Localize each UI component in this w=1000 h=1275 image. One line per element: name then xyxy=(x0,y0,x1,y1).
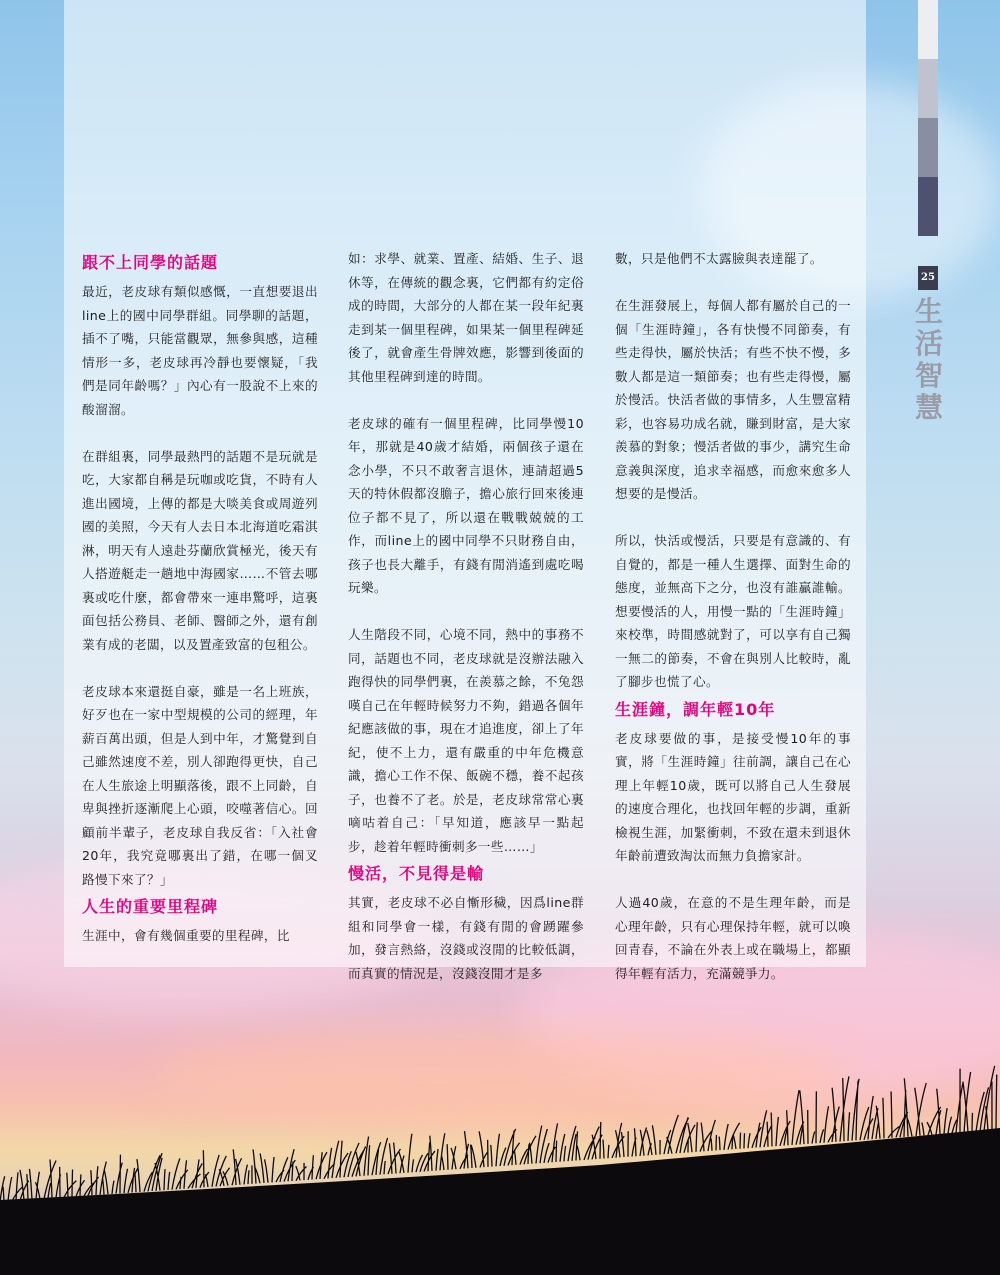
body-paragraph: 如：求學、就業、置產、結婚、生子、退休等，在傳統的觀念裏，它們都有約定俗成的時間，大部分的人都在某一段年紀裏走到某一個里程碑，如果某一個里程碑延後了，就會產生骨牌效應，影響到後面的其他里程碑到達的時間。 xyxy=(348,251,584,384)
body-paragraph: 其實，老皮球不必自慚形穢，因爲line群組和同學會一樣，有錢有閒的會踴躍參加，發言熱絡，沒錢或沒閒的比較低調，而真實的情況是，沒錢沒閒才是多 xyxy=(348,895,584,981)
paragraph-spacer xyxy=(615,506,851,530)
body-paragraph: 生涯中，會有幾個重要的里程碑，比 xyxy=(82,928,290,943)
body-paragraph: 老皮球的確有一個里程碑，比同學慢10年，那就是40歲才結婚，兩個孩子還在念小學，不只不敢奢言退休，連請超過5天的特休假都沒膽子，擔心旅行回來後連位子都不見了，所以還在戰戰兢兢的工作，而line上的國中同學不只財務自由，孩子也長大離手，有錢有閒消遙到處吃喝玩樂。 xyxy=(348,415,584,595)
body-paragraph: 所以，快活或慢活，只要是有意識的、有自覺的，都是一種人生選擇、面對生命的態度，並無高下之分，也沒有誰贏誰輸。想要慢活的人，用慢一點的「生涯時鐘」來校準，時間感就對了，可以享有自己獨一無二的節奏，不會在與別人比較時，亂了腳步也慌了心。 xyxy=(615,533,851,689)
paragraph-spacer xyxy=(82,421,318,445)
body-paragraph: 老皮球本來還挺自豪，雖是一名上班族，好歹也在一家中型規模的公司的經理，年薪百萬出頭，但是人到中年，才驚覺到自己雖然速度不差，別人卻跑得更快，自己在人生旅途上明顯落後，跟不上同齡，自卑與挫折逐漸爬上心頭，咬噬著信心。回顧前半輩子，老皮球自我反省：「入社會20年，我究竟哪裏出了錯，在哪一個叉路慢下來了？」 xyxy=(82,683,318,887)
paragraph-spacer xyxy=(615,868,851,892)
paragraph-spacer xyxy=(82,656,318,680)
body-paragraph: 人生階段不同，心境不同，熱中的事務不同，話題也不同，老皮球就是沒辦法融入跑得快的同學們裏，在羨慕之餘，不兔怨嘆自己在年輕時候努力不夠，錯過各個年紀應該做的事，現在才追進度，卻上了年紀，使不上力，還有嚴重的中年危機意識，擔心工作不保、飯碗不穩，養不起孩子，也養不了老。於是，老皮球常常心裏嘀咕着自己：「早知道，應該早一點起步，趁着年輕時衝刺多一些……」 xyxy=(348,627,584,854)
body-paragraph: 數，只是他們不太露臉與表達罷了。 xyxy=(615,251,823,266)
section-tab xyxy=(918,0,938,59)
article-column-1 xyxy=(82,247,318,948)
article-column-2 xyxy=(348,247,584,985)
section-title xyxy=(913,296,945,424)
page-number: 25 xyxy=(918,266,938,290)
body-paragraph: 在生涯發展上，每個人都有屬於自己的一個「生涯時鐘」，各有快慢不同節奏，有些走得快，屬於快活；有些不快不慢，多數人都是這一類節奏；也有些走得慢，屬於慢活。快活者做的事情多，人生豐富精彩，也容易功成名就，賺到財富，是大家羨慕的對象；慢活者做的事少，講究生命意義與深度，追求幸福感，而愈來愈多人想要的是慢活。 xyxy=(615,298,851,501)
body-paragraph: 在群組裏，同學最熱門的話題不是玩就是吃，大家都自稱是玩咖或吃貨，不時有人進出國境，上傳的都是大啖美食或周遊列國的美照，今天有人去日本北海道吃霜淇淋，明天有人遠赴芬蘭欣賞極光，後天有人搭遊艇走一趟地中海國家……不管去哪裏或吃什麼，都會帶來一連串驚呼，這裏面包括公務員、老師、醫師之外，還有創業有成的老闆，以及置產致富的包租公。 xyxy=(82,448,318,652)
section-title-char: 智 xyxy=(914,359,943,392)
section-heading: 人生的重要里程碑 xyxy=(82,897,219,916)
section-tab xyxy=(918,118,938,177)
paragraph-spacer xyxy=(348,600,584,624)
section-title-char: 活 xyxy=(914,327,943,360)
paragraph-spacer xyxy=(615,271,851,295)
section-tab xyxy=(918,59,938,118)
body-paragraph: 最近，老皮球有類似感慨，一直想要退出line上的國中同學群組。同學聊的話題，插不了嘴，只能當觀眾，無參與感，這種情形一多，老皮球再冷靜也要懷疑，「我們是同年齡嗎？」內心有一股說不上來的酸溜溜。 xyxy=(82,284,318,417)
section-tabs xyxy=(918,0,938,236)
section-title-char: 生 xyxy=(914,295,943,328)
section-heading: 生涯鐘，調年輕10年 xyxy=(615,699,776,719)
article-column-3 xyxy=(615,247,851,985)
body-paragraph: 人過40歲，在意的不是生理年齡，而是心理年齡，只有心理保持年輕，就可以喚回青春，不論在外表上或在職場上，都顯得年輕有活力，充滿競爭力。 xyxy=(615,895,851,981)
body-paragraph: 老皮球要做的事，是接受慢10年的事實，將「生涯時鐘」往前調，讓自己在心理上年輕10歲，既可以將自己人生發展的速度合理化，也找回年輕的步調，重新檢視生涯，加緊衝刺，不致在還未到退休年齡前遭致淘汰而無力負擔家計。 xyxy=(615,730,851,863)
paragraph-spacer xyxy=(348,388,584,412)
section-title-char: 慧 xyxy=(914,391,943,424)
section-tab xyxy=(918,177,938,236)
section-heading: 跟不上同學的話題 xyxy=(82,253,219,272)
section-heading: 慢活，不見得是輸 xyxy=(348,864,485,883)
